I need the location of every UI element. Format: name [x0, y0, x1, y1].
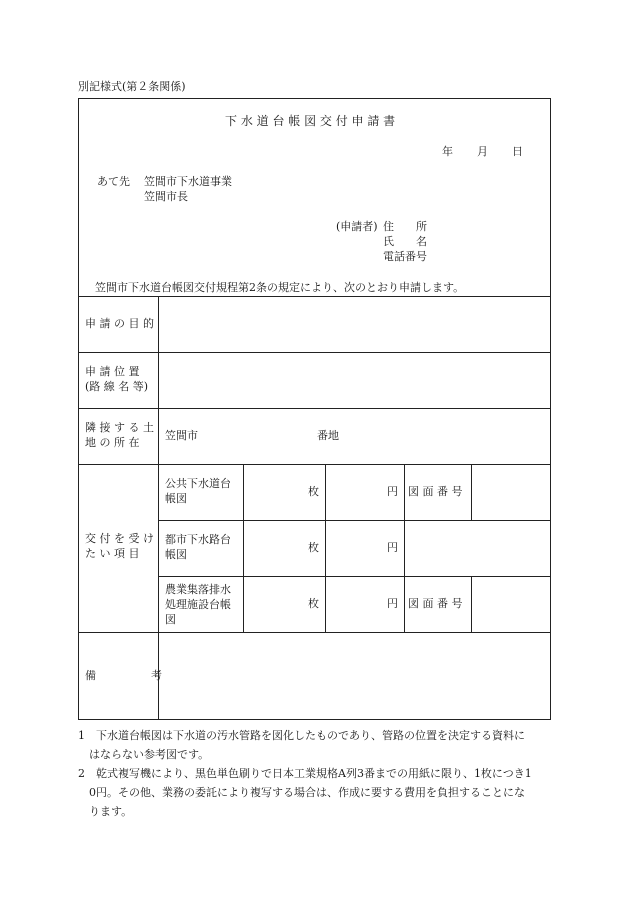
label-column-divider — [158, 296, 159, 720]
item-yen-unit: 円 — [387, 485, 398, 498]
item-sheets-unit: 枚 — [308, 485, 319, 498]
adjacent-label-line2: 地 の 所 在 — [85, 436, 140, 449]
item-drawing-number-label: 図 面 番 号 — [408, 597, 463, 610]
row-divider — [158, 520, 550, 521]
item-drawing-number-label: 図 面 番 号 — [408, 485, 463, 498]
date-month: 月 — [477, 145, 488, 158]
form-title: 下 水 道 台 帳 図 交 付 申 請 書 — [225, 114, 396, 128]
row-divider — [79, 464, 550, 465]
purpose-label: 申 請 の 目 的 — [85, 317, 154, 330]
note-2-line1: 2 乾式複写機により、黒色単色刷りで日本工業規格A列3番までの用紙に限り、1枚につき1 — [78, 767, 532, 780]
column-divider — [471, 464, 472, 520]
item-name-line2: 処理施設台帳 — [165, 598, 231, 611]
adjacent-city: 笠間市 — [165, 429, 198, 442]
location-label-line1: 申 請 位 置 — [85, 365, 140, 378]
application-statement: 笠間市下水道台帳図交付規程第2条の規定により、次のとおり申請します。 — [95, 281, 465, 294]
note-1-line2: はならない参考図です。 — [78, 748, 210, 761]
items-label-line1: 交 付 を 受 け — [85, 532, 154, 545]
applicant-address-label: 住 所 — [383, 220, 427, 233]
item-name-line2: 帳図 — [165, 492, 187, 505]
items-label-line2: た い 項 目 — [85, 547, 140, 560]
applicant-name-label: 氏 名 — [383, 235, 427, 248]
addressee-line1: 笠間市下水道事業 — [144, 175, 232, 188]
remarks-label: 備 考 — [85, 669, 162, 682]
location-label-line2: (路 線 名 等) — [85, 380, 149, 393]
column-divider — [471, 576, 472, 632]
item-sheets-unit: 枚 — [308, 597, 319, 610]
column-divider — [404, 464, 405, 632]
row-divider — [79, 408, 550, 409]
adjacent-label-line1: 隣 接 す る 土 — [85, 421, 154, 434]
note-2-line2: 0円。その他、業務の委託により複写する場合は、作成に要する費用を負担することにな — [78, 786, 525, 799]
item-name-line1: 農業集落排水 — [165, 583, 231, 596]
item-yen-unit: 円 — [387, 541, 398, 554]
note-2-line3: ります。 — [78, 805, 133, 818]
row-divider — [79, 352, 550, 353]
applicant-label: (申請者) — [336, 220, 378, 233]
item-sheets-unit: 枚 — [308, 541, 319, 554]
column-divider — [243, 464, 244, 632]
adjacent-banchi: 番地 — [317, 429, 339, 442]
item-yen-unit: 円 — [387, 597, 398, 610]
item-name-line1: 公共下水道台 — [165, 477, 231, 490]
item-name-line3: 図 — [165, 613, 176, 626]
item-name-line2: 帳図 — [165, 548, 187, 561]
item-name-line1: 都市下水路台 — [165, 533, 231, 546]
addressee-line2: 笠間市長 — [144, 190, 188, 203]
addressee-prefix: あて先 — [97, 175, 130, 188]
application-form — [78, 98, 551, 720]
applicant-phone-label: 電話番号 — [383, 250, 427, 263]
column-divider — [325, 464, 326, 632]
row-divider — [79, 632, 550, 633]
date-day: 日 — [512, 145, 523, 158]
row-divider — [79, 296, 550, 297]
date-year: 年 — [442, 145, 453, 158]
form-header-label: 別記様式(第２条関係) — [78, 80, 186, 93]
note-1-line1: 1 下水道台帳図は下水道の汚水管路を図化したものであり、管路の位置を決定する資料に — [78, 729, 525, 742]
row-divider — [158, 576, 550, 577]
